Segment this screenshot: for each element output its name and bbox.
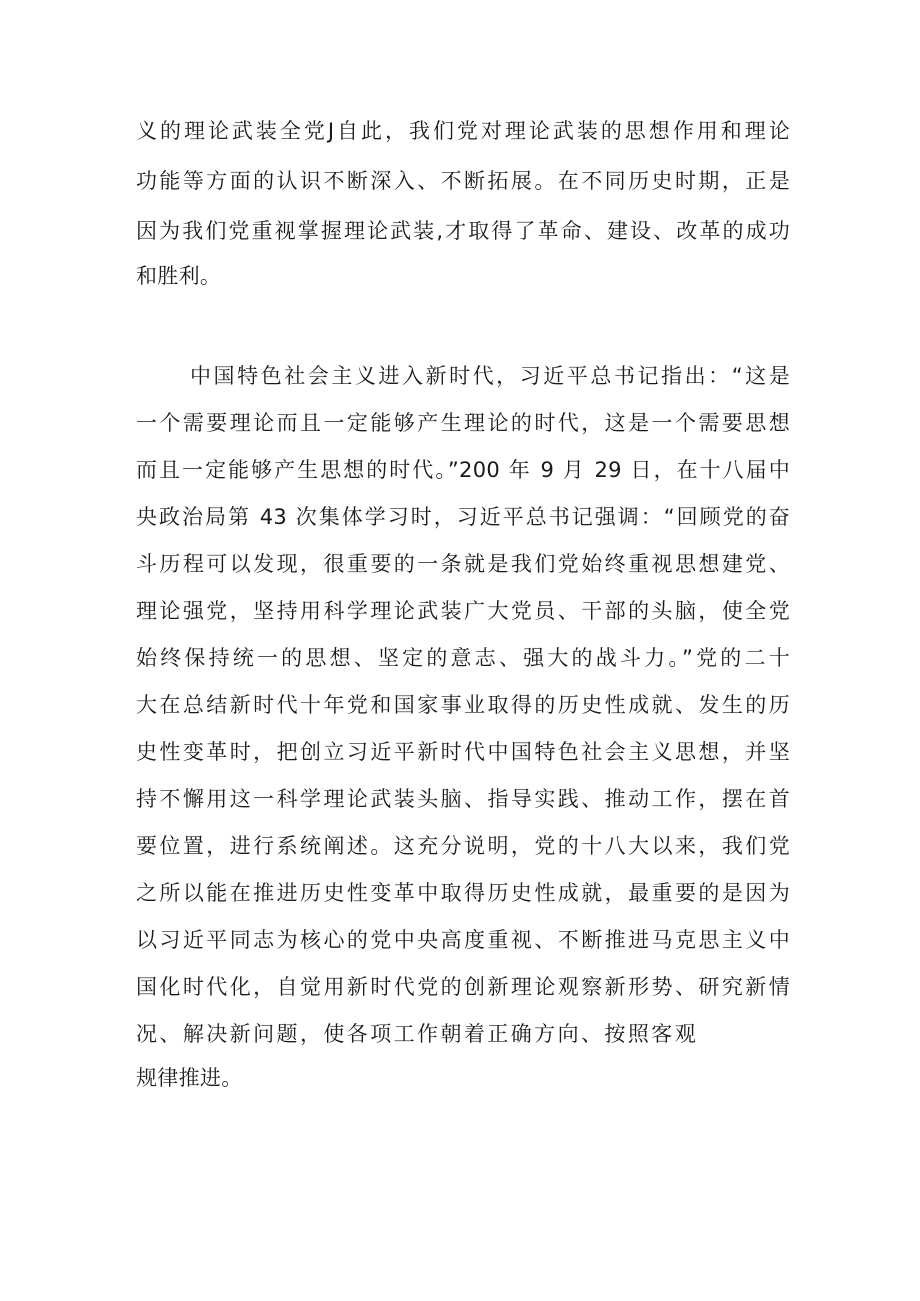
paragraph-2-line-2: 一个需要理论而且一定能够产生理论的时代，这是一个需要思想 <box>136 411 790 435</box>
paragraph-2-line-10: 持不懈用这一科学理论武装头脑、指导实践、推动工作，摆在首 <box>136 787 790 811</box>
paragraph-2-line-15: 况、解决新问题，使各项工作朝着正确方向、按照客观 <box>136 1022 696 1046</box>
paragraph-2-line-9: 史性变革时，把创立习近平新时代中国特色社会主义思想，并坚 <box>136 740 790 764</box>
paragraph-2-line-4: 央政治局第 43 次集体学习时，习近平总书记强调：“回顾党的奋 <box>136 505 790 529</box>
paragraph-1-line-4: 和胜利。 <box>136 264 222 288</box>
paragraph-2-line-14: 国化时代化，自觉用新时代党的创新理论观察新形势、研究新情 <box>136 975 790 999</box>
paragraph-2-line-1: 中国特色社会主义进入新时代，习近平总书记指出：“这是 <box>190 364 790 388</box>
paragraph-2-line-16: 规律推进。 <box>136 1066 243 1090</box>
paragraph-2-line-5: 斗历程可以发现，很重要的一条就是我们党始终重视思想建党、 <box>136 552 790 576</box>
paragraph-1-line-1: 义的理论武装全党J自此，我们党对理论武装的思想作用和理论 <box>136 119 790 143</box>
paragraph-2-line-6: 理论强党，坚持用科学理论武装广大党员、干部的头脑，使全党 <box>136 599 790 623</box>
paragraph-2-line-12: 之所以能在推进历史性变革中取得历史性成就，最重要的是因为 <box>136 881 790 905</box>
paragraph-2-line-11: 要位置，进行系统阐述。这充分说明，党的十八大以来，我们党 <box>136 834 790 858</box>
paragraph-1-line-3: 因为我们党重视掌握理论武装,才取得了革命、建设、改革的成功 <box>136 219 790 243</box>
paragraph-2-line-13: 以习近平同志为核心的党中央高度重视、不断推进马克思主义中 <box>136 928 790 952</box>
paragraph-2-line-7: 始终保持统一的思想、坚定的意志、强大的战斗力。”党的二十 <box>136 646 790 670</box>
paragraph-2-line-8: 大在总结新时代十年党和国家事业取得的历史性成就、发生的历 <box>136 693 790 717</box>
paragraph-1-line-2: 功能等方面的认识不断深入、不断拓展。在不同历史时期，正是 <box>136 169 790 193</box>
paragraph-2-line-3: 而且一定能够产生思想的时代。”200 年 9 月 29 日，在十八届中 <box>136 458 790 482</box>
